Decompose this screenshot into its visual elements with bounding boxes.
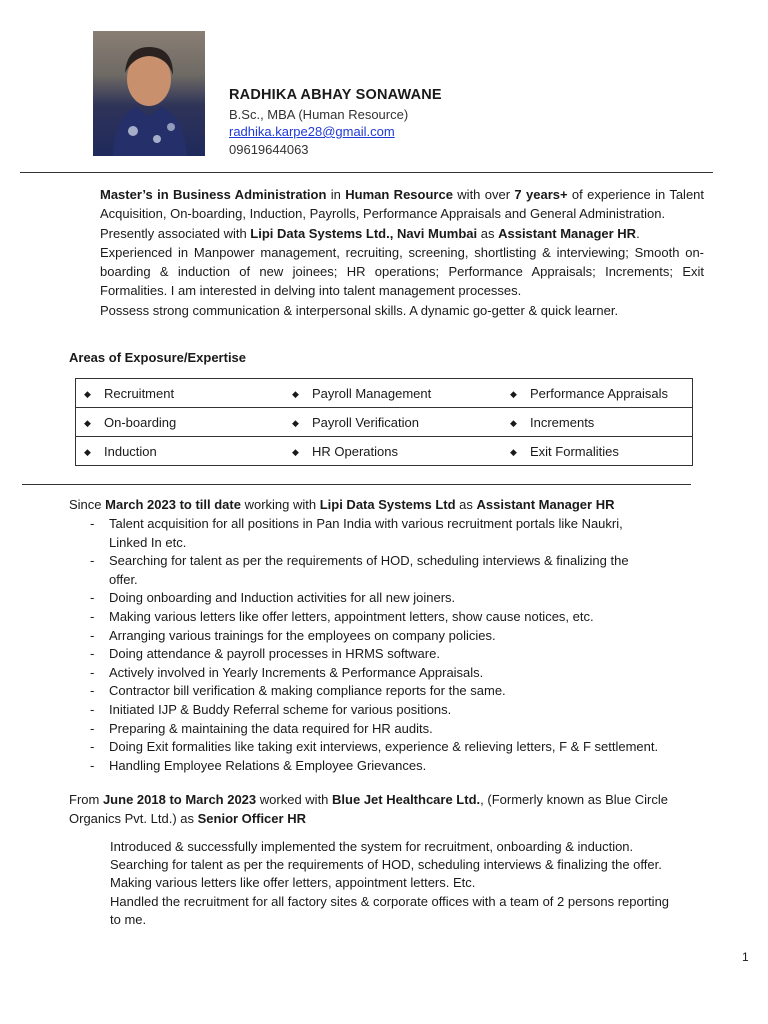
degree: B.Sc., MBA (Human Resource): [229, 107, 409, 122]
list-item: - Making various letters like offer letters, appointment letters, show cause notices, etc.: [88, 608, 728, 627]
description-paragraph: Searching for talent as per the requirements of HOD, scheduling interviews & finalizing the offer. Making various letters like offer letters, appointment letters. Etc.: [110, 857, 662, 891]
expertise-label: Exit Formalities: [530, 443, 619, 459]
summary-paragraph: [100, 224, 704, 243]
list-item: - Actively involved in Yearly Increments & Performance Appraisals.: [88, 664, 728, 683]
list-item: - Handling Employee Relations & Employee Grievances.: [88, 757, 728, 776]
list-item: - Initiated IJP & Buddy Referral scheme for various positions.: [88, 701, 728, 720]
job-duties: [88, 515, 728, 775]
expertise-table: [75, 378, 693, 466]
list-item: - Arranging various trainings for the employees on company policies.: [88, 627, 728, 646]
description-paragraph: Introduced & successfully implemented the system for recruitment, onboarding & induction.: [110, 839, 634, 854]
bold-text: Lipi Data Systems Ltd., Navi Mumbai: [250, 225, 478, 241]
summary-paragraph: [100, 185, 704, 224]
list-item: - Preparing & maintaining the data required for HR audits.: [88, 720, 728, 739]
text: as: [455, 497, 477, 512]
bold-text: Blue Jet Healthcare Ltd.: [332, 792, 481, 807]
text: From: [69, 792, 103, 807]
expertise-label: Performance Appraisals: [530, 385, 669, 401]
expertise-label: Increments: [530, 414, 595, 430]
expertise-label: Induction: [104, 443, 157, 459]
bold-text: June 2018 to March 2023: [102, 792, 257, 807]
areas-title: Areas of Exposure/Expertise: [69, 350, 247, 365]
expertise-row: [76, 408, 693, 437]
text: Since: [69, 497, 106, 512]
expertise-label: HR Operations: [312, 443, 398, 459]
profile-summary: [100, 185, 704, 320]
expertise-cell: [502, 437, 693, 466]
expertise-cell: [76, 437, 285, 466]
bold-text: Master’s in Business Administration: [100, 187, 327, 202]
expertise-cell: [502, 379, 693, 408]
bold-text: Lipi Data Systems Ltd: [319, 497, 456, 512]
summary-paragraph: Experienced in Manpower management, recruiting, screening, shortlisting & interviewing; Smooth on-boarding & induction of new joinees; HR operations; Performance Appraisals; Increments; Exit Formalities. I am interested in delving into talent management processes.: [100, 244, 704, 299]
bold-text: 7 years+: [514, 187, 568, 202]
job-description: [110, 838, 670, 929]
expertise-row: [76, 379, 693, 408]
list-item: - Contractor bill verification & making compliance reports for the same.: [88, 682, 728, 701]
expertise-row: [76, 437, 693, 466]
expertise-cell: [284, 379, 502, 408]
text: worked with: [256, 792, 333, 807]
bold-text: Assistant Manager HR: [498, 225, 637, 241]
diamond-bullet-icon: ◆: [292, 388, 299, 399]
job-heading: [69, 790, 689, 828]
bold-text: Assistant Manager HR: [476, 497, 615, 512]
expertise-label: Payroll Verification: [312, 414, 419, 430]
expertise-label: Payroll Management: [312, 385, 432, 401]
text: as: [477, 225, 499, 241]
expertise-cell: [284, 437, 502, 466]
diamond-bullet-icon: ◆: [292, 417, 299, 428]
list-item: - Doing attendance & payroll processes in HRMS software.: [88, 645, 728, 664]
bold-text: March 2023 to till date: [105, 497, 241, 512]
diamond-bullet-icon: ◆: [84, 446, 91, 457]
header-divider: [20, 172, 713, 173]
diamond-bullet-icon: ◆: [292, 446, 299, 457]
list-item: - Doing onboarding and Induction activities for all new joiners.: [88, 589, 728, 608]
list-item: - Searching for talent as per the requirements of HOD, scheduling interviews & finalizing the offer.: [88, 552, 654, 589]
expertise-label: On-boarding: [104, 414, 177, 430]
profile-photo: [93, 31, 205, 156]
bold-text: Senior Officer HR: [197, 811, 306, 826]
expertise-cell: [76, 379, 285, 408]
description-paragraph: Handled the recruitment for all factory sites & corporate offices with a team of 2 persons reporting to me.: [110, 893, 670, 927]
text: Presently associated with: [100, 225, 251, 241]
expertise-cell: [76, 408, 285, 437]
text: in: [326, 187, 346, 202]
expertise-cell: [284, 408, 502, 437]
section-divider: [22, 484, 691, 485]
summary-paragraph: Possess strong communication & interpersonal skills. A dynamic go-getter & quick learner.: [100, 302, 619, 318]
text: .: [636, 225, 640, 241]
email-link[interactable]: radhika.karpe28@gmail.com: [229, 124, 395, 139]
page-number: 1: [742, 950, 749, 964]
job-heading: [69, 497, 614, 512]
list-item: - Talent acquisition for all positions in Pan India with various recruitment portals like Naukri, Linked In etc.: [88, 515, 654, 552]
text: working with: [240, 497, 320, 512]
bold-text: Human Resource: [345, 187, 453, 202]
candidate-name: RADHIKA ABHAY SONAWANE: [229, 87, 442, 103]
expertise-cell: [502, 408, 693, 437]
diamond-bullet-icon: ◆: [84, 417, 91, 428]
diamond-bullet-icon: ◆: [510, 388, 517, 399]
text: , (Formerly known as Blue Circle Organics Pvt. Ltd.) as: [69, 792, 668, 826]
expertise-label: Recruitment: [104, 385, 175, 401]
diamond-bullet-icon: ◆: [84, 388, 91, 399]
diamond-bullet-icon: ◆: [510, 417, 517, 428]
phone-number: 09619644063: [229, 142, 309, 157]
list-item: - Doing Exit formalities like taking exit interviews, experience & relieving letters, F & F settlement.: [88, 738, 728, 757]
diamond-bullet-icon: ◆: [510, 446, 517, 457]
text: of experience in Talent Acquisition, On-boarding, Induction, Payrolls, Performance Appraisals and General Administration.: [100, 187, 705, 222]
text: with over: [452, 187, 515, 202]
